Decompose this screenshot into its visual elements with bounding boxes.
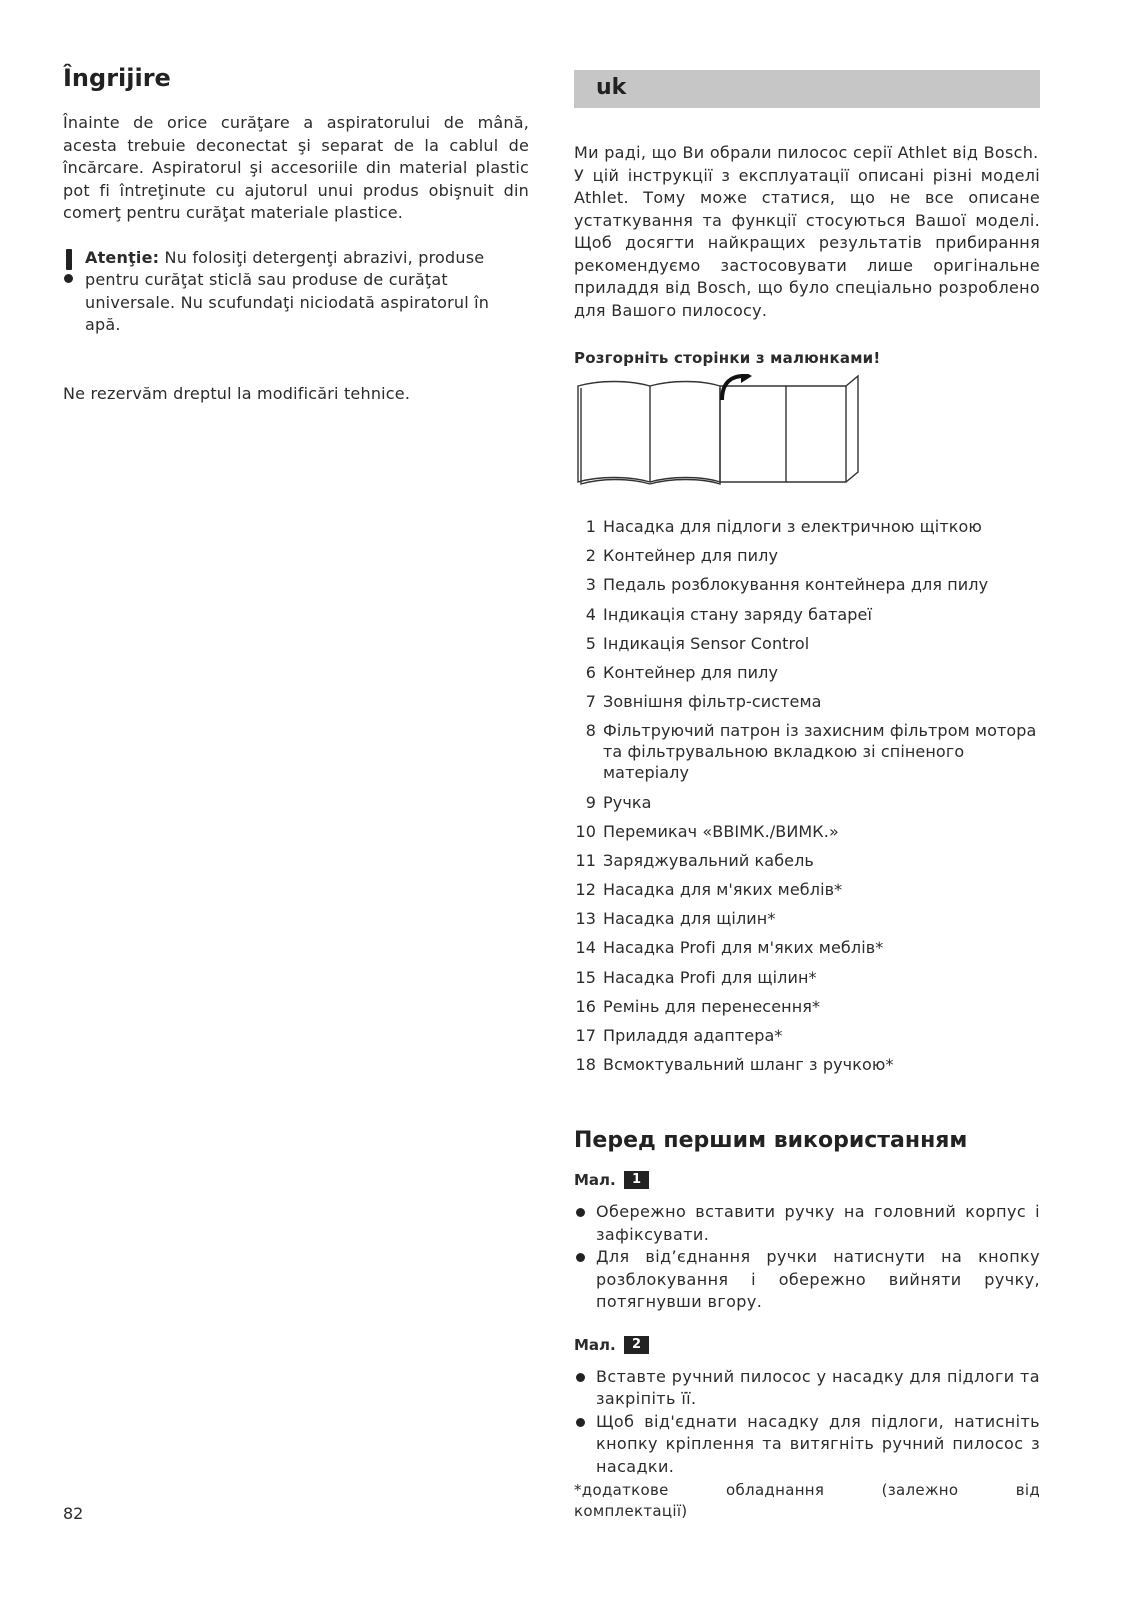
part-label: Насадка для підлоги з електричною щіткою bbox=[603, 517, 982, 536]
part-number: 8 bbox=[585, 721, 596, 741]
part-number: 7 bbox=[585, 692, 596, 712]
before-first-use-title: Перед першим використанням bbox=[574, 1128, 968, 1154]
part-label: Контейнер для пилу bbox=[603, 546, 779, 566]
list-item: Вставте ручний пилосос у насадку для підлоги та закріпіть її. bbox=[574, 1366, 1040, 1411]
list-item bbox=[574, 879, 1040, 900]
page-number: 82 bbox=[63, 1504, 84, 1523]
part-label: Зовнішня фільтр-система bbox=[603, 692, 822, 712]
figure-1-number: 1 bbox=[624, 1171, 649, 1189]
list-item: Для від’єднання ручки натиснути на кнопку розблокування і обережно вийняти ручку, потягнувши вгору. bbox=[574, 1246, 1040, 1314]
part-number: 11 bbox=[575, 850, 596, 870]
part-number: 2 bbox=[585, 546, 596, 566]
part-label: Всмоктувальний шланг з ручкою* bbox=[603, 1055, 894, 1075]
part-number: 18 bbox=[575, 1055, 596, 1075]
foldout-pages-illustration bbox=[574, 374, 866, 486]
part-number: 5 bbox=[585, 633, 596, 653]
part-label: Фільтруючий патрон із захисним фільтром мотора та фільтрувальною вкладкою зі спіненого матеріалу bbox=[603, 721, 1037, 783]
figure-2-steps bbox=[574, 1366, 1040, 1479]
list-item bbox=[574, 967, 1040, 988]
list-item bbox=[574, 516, 1040, 537]
part-number: 14 bbox=[575, 938, 596, 958]
warning-block bbox=[63, 247, 529, 337]
list-item bbox=[574, 821, 1040, 842]
right-column bbox=[574, 70, 1040, 1537]
figure-2-number: 2 bbox=[624, 1336, 649, 1354]
part-label: Ремінь для перенесення* bbox=[603, 996, 821, 1016]
part-number: 6 bbox=[585, 662, 596, 682]
part-label: Індикація стану заряду батареї bbox=[603, 604, 873, 624]
list-item bbox=[574, 850, 1040, 871]
list-item bbox=[574, 792, 1040, 813]
intro-block bbox=[574, 142, 1040, 322]
figure-1-steps bbox=[574, 1201, 1040, 1314]
part-label: Перемикач «ВВІМК./ВИМК.» bbox=[603, 821, 839, 841]
list-item bbox=[574, 662, 1040, 683]
part-number: 4 bbox=[585, 604, 596, 624]
exclamation-icon bbox=[63, 249, 77, 283]
left-column bbox=[63, 62, 529, 405]
list-item bbox=[574, 691, 1040, 712]
list-item bbox=[574, 720, 1040, 783]
figure-1-prefix: Мал. bbox=[574, 1171, 616, 1190]
list-item: Щоб від'єднати насадку для підлоги, натисніть кнопку кріплення та витягніть ручний пилосос з насадки. bbox=[574, 1411, 1040, 1479]
part-label: Насадка Profi для м'яких меблів* bbox=[603, 938, 884, 958]
part-number: 13 bbox=[575, 909, 596, 929]
list-item bbox=[574, 937, 1040, 958]
part-number: 16 bbox=[575, 996, 596, 1016]
figure-2-label bbox=[574, 1334, 1040, 1356]
list-item bbox=[574, 996, 1040, 1017]
part-label: Заряджувальний кабель bbox=[603, 850, 814, 870]
list-item bbox=[574, 1054, 1040, 1075]
list-item bbox=[574, 1025, 1040, 1046]
part-label: Ручка bbox=[603, 792, 652, 812]
part-label: Індикація Sensor Control bbox=[603, 633, 810, 653]
intro-paragraph-1: Ми раді, що Ви обрали пилосос серії Athlet від Bosch. bbox=[574, 143, 1039, 162]
language-header-bar bbox=[574, 70, 1040, 108]
figure-2-prefix: Мал. bbox=[574, 1335, 616, 1354]
warning-text bbox=[85, 247, 529, 337]
part-number: 17 bbox=[575, 1026, 596, 1045]
part-label: Насадка Profi для щілин* bbox=[603, 967, 817, 987]
warning-body: Nu folosiţi detergenţi abrazivi, produse pentru curăţat sticlă sau produse de curăţat universale. Nu scufundaţi niciodată aspiratorul în apă. bbox=[85, 247, 490, 334]
part-label: Насадка для м'яких меблів* bbox=[603, 880, 843, 900]
list-item bbox=[574, 574, 1040, 595]
list-item bbox=[574, 545, 1040, 566]
care-section-title: Îngrijire bbox=[63, 64, 171, 92]
open-pages-instruction: Розгорніть сторінки з малюнками! bbox=[574, 349, 881, 367]
list-item bbox=[574, 908, 1040, 929]
part-number: 9 bbox=[585, 792, 596, 812]
list-item: Обережно вставити ручку на головний корпус і зафіксувати. bbox=[574, 1201, 1040, 1246]
part-number: 15 bbox=[575, 967, 596, 987]
warning-label: Atenţie: bbox=[85, 247, 160, 267]
parts-list bbox=[574, 516, 1040, 1075]
part-label: Педаль розблокування контейнера для пилу bbox=[603, 575, 989, 595]
part-label: Насадка для щілин* bbox=[603, 909, 776, 929]
part-number: 3 bbox=[585, 575, 596, 595]
list-item bbox=[574, 604, 1040, 625]
list-item bbox=[574, 633, 1040, 654]
figure-1-label bbox=[574, 1169, 1040, 1191]
intro-paragraph-2: У цій інструкції з експлуатації описані різні моделі Athlet. Тому може статися, що не все описане устаткування та функції стосуються Вашої моделі. Щоб досягти найкращих результатів прибирання рекомендуємо застосовувати лише оригінальне приладдя від Bosch, що було спеціально розроблено для Вашого пилососу. bbox=[574, 165, 1040, 320]
rights-reserved-note: Ne rezervăm dreptul la modificări tehnice. bbox=[63, 383, 411, 403]
care-intro-paragraph: Înainte de orice curăţare a aspiratorului de mână, acesta trebuie deconectat şi separat de la cablul de încărcare. Aspiratorul şi accesoriile din material plastic pot fi întreţinute cu ajutorul unui produs obişnuit din comerţ pentru curăţat materiale plastice. bbox=[63, 113, 529, 222]
part-number: 1 bbox=[585, 517, 596, 536]
part-label: Приладдя адаптера* bbox=[603, 1026, 783, 1045]
part-number: 10 bbox=[575, 821, 596, 841]
part-number: 12 bbox=[575, 880, 596, 900]
part-label: Контейнер для пилу bbox=[603, 662, 779, 682]
optional-equipment-footnote: *додаткове обладнання (залежно від комплектації) bbox=[574, 1481, 1040, 1521]
language-code: uk bbox=[596, 75, 627, 100]
